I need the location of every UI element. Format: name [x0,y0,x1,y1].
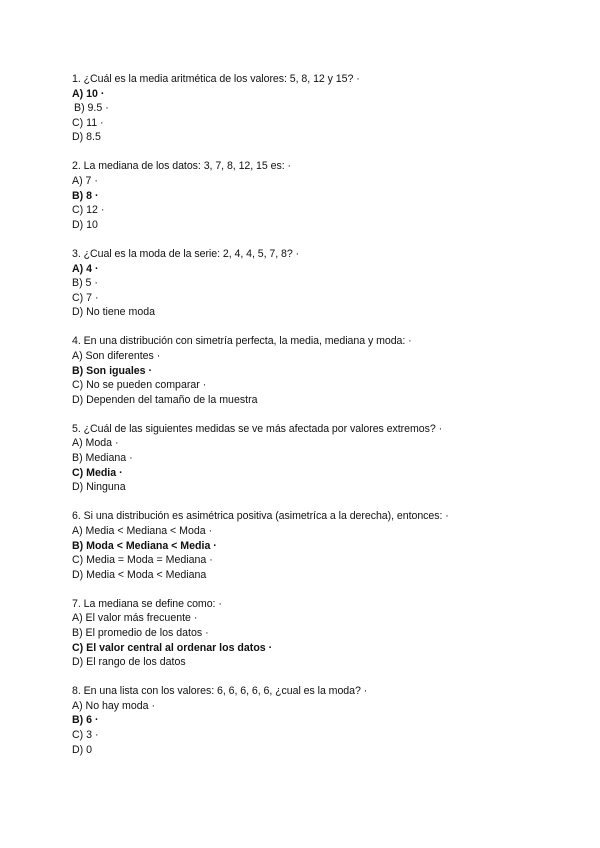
question-1-option-a: A) 10 · [72,87,105,100]
question-5-option-a: A) Moda · [72,437,119,450]
question-8-option-b: B) 6 · [72,714,99,727]
question-3-text: 3. ¿Cual es la moda de la serie: 2, 4, 4, 5, 7, 8? · [72,247,300,260]
question-3-option-a: A) 4 · [72,262,99,275]
question-3-option-c: C) 7 · [72,291,99,304]
question-1 [72,72,542,145]
question-3 [72,247,542,320]
question-1-option-b: B) 9.5 · [74,102,109,115]
question-7-text: 7. La mediana se define como: · [72,597,222,610]
question-7-option-c: C) El valor central al ordenar los datos · [72,641,273,654]
question-4 [72,334,542,407]
question-1-text: 1. ¿Cuál es la media aritmética de los valores: 5, 8, 12 y 15? · [72,73,360,85]
question-4-option-b: B) Son iguales · [72,364,153,377]
question-5-option-b: B) Mediana · [72,452,133,465]
question-6-option-a: A) Media < Mediana < Moda · [72,524,213,537]
question-6-text: 6. Si una distribución es asimétrica positiva (asimetríca a la derecha), entonces: · [72,510,449,523]
question-5-option-d: D) Ninguna [72,481,126,494]
question-6-option-c: C) Media = Moda = Mediana · [72,554,213,567]
question-1-option-d: D) 8.5 [72,131,101,144]
question-6 [72,509,542,582]
question-7 [72,597,542,670]
quiz [72,72,542,772]
question-8-option-d: D) 0 [72,743,93,756]
question-7-option-b: B) El promedio de los datos · [72,627,209,639]
question-4-option-a: A) Son diferentes · [72,350,161,362]
question-4-option-c: C) No se pueden comparar · [72,379,207,392]
question-4-option-d: D) Dependen del tamaño de la muestra [72,393,258,406]
question-2 [72,159,542,232]
question-6-option-b: B) Moda < Mediana < Media · [72,539,217,552]
question-8-text: 8. En una lista con los valores: 6, 6, 6, 6, 6, ¿cual es la moda? · [72,685,368,698]
question-5-option-c: C) Media · [72,466,123,479]
question-8 [72,684,542,757]
question-2-option-a: A) 7 · [72,175,98,188]
question-7-option-a: A) El valor más frecuente · [72,612,198,625]
question-2-option-b: B) 8 · [72,189,99,202]
question-2-option-c: C) 12 · [72,204,105,217]
question-7-option-d: D) El rango de los datos [72,656,186,669]
question-3-option-b: B) 5 · [72,277,98,290]
question-5 [72,422,542,495]
question-8-option-a: A) No hay moda · [72,699,156,712]
question-4-text: 4. En una distribución con simetría perfecta, la media, mediana y moda: · [72,335,412,348]
question-2-text: 2. La mediana de los datos: 3, 7, 8, 12, 15 es: · [72,160,291,173]
question-1-option-c: C) 11 · [72,116,104,129]
question-2-option-d: D) 10 [72,218,98,231]
question-6-option-d: D) Media < Moda < Mediana [72,568,207,581]
question-8-option-c: C) 3 · [72,729,99,742]
question-3-option-d: D) No tiene moda [72,306,156,319]
question-5-text: 5. ¿Cuál de las siguientes medidas se ve más afectada por valores extremos? · [72,422,443,435]
